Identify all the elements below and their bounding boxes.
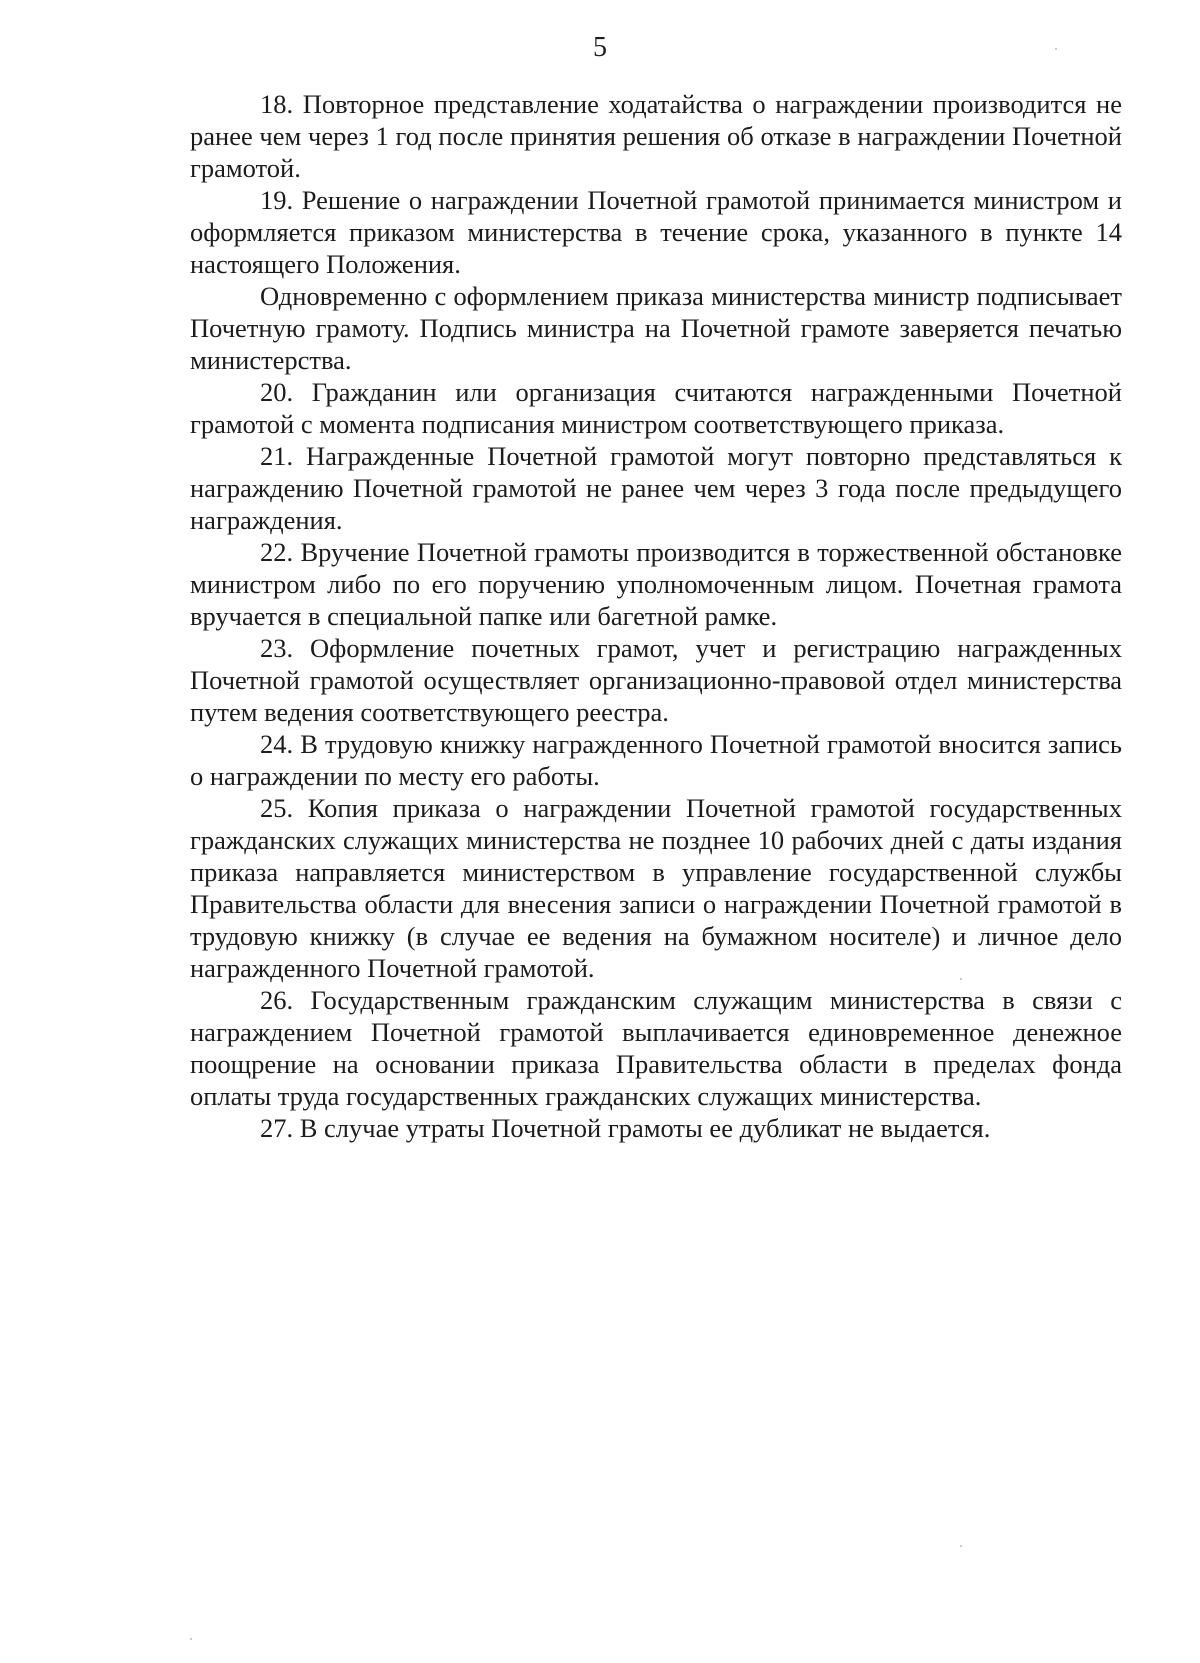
paragraph-23: 23. Оформление почетных грамот, учет и регистрацию награжденных Почетной грамотой осуществляет организационно-правовой отдел министерства путем ведения соответствующего реестра. [190, 633, 1122, 727]
scan-speck [1055, 48, 1057, 50]
paragraph-21: 21. Награжденные Почетной грамотой могут повторно представляться к награждению Почетной грамотой не ранее чем через 3 года после предыдущего награждения. [190, 441, 1122, 535]
paragraph-24: 24. В трудовую книжку награжденного Почетной грамотой вносится запись о награждении по месту его работы. [190, 729, 1122, 791]
paragraph-18: 18. Повторное представление ходатайства о награждении производится не ранее чем через 1 год после принятия решения об отказе в награждении Почетной грамотой. [190, 89, 1122, 183]
paragraph-19-continued: Одновременно с оформлением приказа министерства министр подписывает Почетную грамоту. Подпись министра на Почетной грамоте заверяется печатью министерства. [190, 281, 1122, 375]
paragraph-22: 22. Вручение Почетной грамоты производится в торжественной обстановке министром либо по его поручению уполномоченным лицом. Почетная грамота вручается в специальной папке или багетной рамке. [190, 537, 1122, 631]
document-body [190, 88, 1122, 1144]
scan-speck [960, 1545, 962, 1547]
paragraph-25: 25. Копия приказа о награждении Почетной грамотой государственных гражданских служащих министерства не позднее 10 рабочих дней с даты издания приказа направляется министерством в управление государственной службы Правительства области для внесения записи о награждении Почетной грамотой в трудовую книжку (в случае ее ведения на бумажном носителе) и личное дело награжденного Почетной грамотой. [190, 793, 1122, 983]
page-number: 5 [593, 32, 607, 63]
scan-speck [960, 978, 962, 980]
paragraph-20: 20. Гражданин или организация считаются награжденными Почетной грамотой с момента подписания министром соответствующего приказа. [190, 377, 1122, 439]
paragraph-26: 26. Государственным гражданским служащим министерства в связи с награждением Почетной грамотой выплачивается единовременное денежное поощрение на основании приказа Правительства области в пределах фонда оплаты труда государственных гражданских служащих министерства. [190, 985, 1122, 1111]
scan-speck [190, 1638, 192, 1640]
paragraph-19: 19. Решение о награждении Почетной грамотой принимается министром и оформляется приказом министерства в течение срока, указанного в пункте 14 настоящего Положения. [190, 185, 1122, 279]
paragraph-27: 27. В случае утраты Почетной грамоты ее дубликат не выдается. [260, 1113, 991, 1143]
